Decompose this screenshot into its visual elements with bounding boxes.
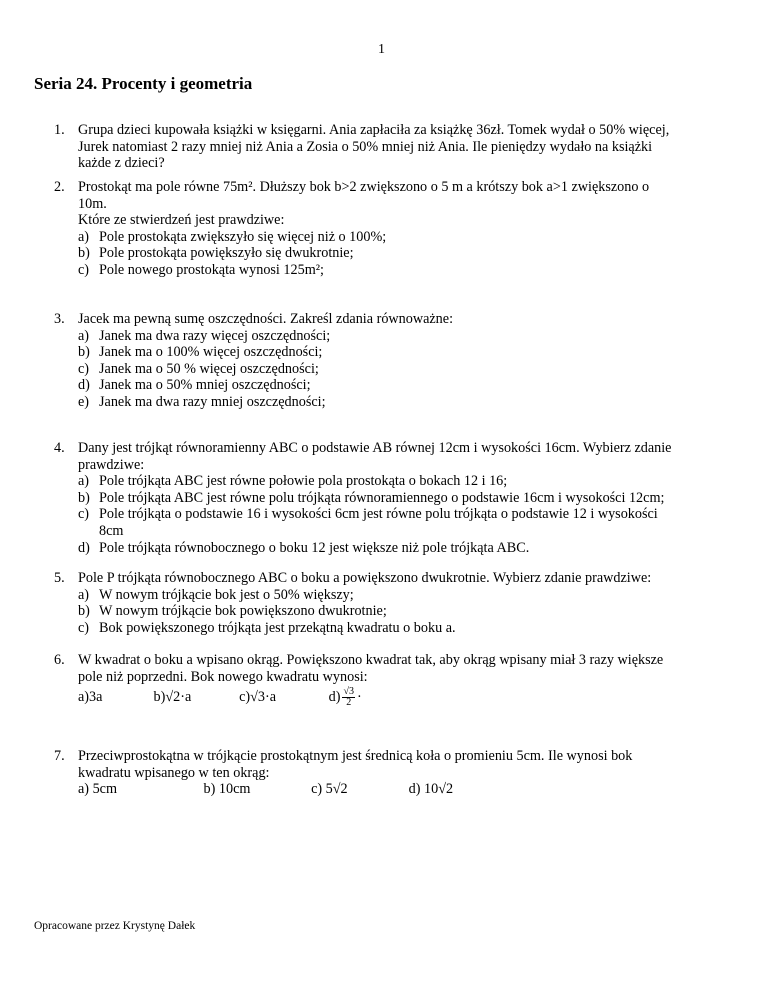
answer-option: c) 5√2 xyxy=(311,781,348,798)
answer-option: c) Pole trójkąta o podstawie 16 i wysokości 6cm jest równe polu trójkąta o podstawie 12 i wysokości xyxy=(78,506,658,523)
question-2 xyxy=(54,179,728,279)
question-text: Prostokąt ma pole równe 75m². Dłuższy bok b>2 zwiększono o 5 m a krótszy bok a>1 zwiększono o xyxy=(78,179,650,195)
question-number: 2. xyxy=(54,179,65,195)
answer-option: d) Pole trójkąta równobocznego o boku 12 jest większe niż pole trójkąta ABC. xyxy=(78,539,530,556)
question-1 xyxy=(54,122,728,172)
question-number: 3. xyxy=(54,311,65,327)
question-number: 4. xyxy=(54,440,65,456)
answer-option: c) Bok powiększonego trójkąta jest przekątną kwadratu o boku a. xyxy=(78,619,456,636)
page-number: 1 xyxy=(378,42,385,57)
answer-option: b) W nowym trójkącie bok powiększono dwukrotnie; xyxy=(78,603,387,620)
answer-option: d) Janek ma o 50% mniej oszczędności; xyxy=(78,377,311,394)
answer-option: b)√2·a xyxy=(153,688,192,705)
question-number: 7. xyxy=(54,748,65,764)
answer-options-row xyxy=(78,781,728,798)
question-text: Grupa dzieci kupowała książki w księgarni. Ania zapłaciła za książkę 36zł. Tomek wydał o 50% więcej, xyxy=(78,122,670,138)
answer-option: d) $\frac{√3}{2}$ · xyxy=(328,686,362,709)
question-text: W kwadrat o boku a wpisano okrąg. Powiększono kwadrat tak, aby okrąg wpisany miał 3 razy większe xyxy=(78,652,664,668)
question-number: 6. xyxy=(54,652,65,668)
question-text: Jurek natomiast 2 razy mniej niż Ania a Zosia o 50% mniej niż Ania. Ile pieniędzy wydało na książki xyxy=(78,138,653,155)
question-text: 10m. xyxy=(78,195,107,212)
question-text: Dany jest trójkąt równoramienny ABC o podstawie AB równej 12cm i wysokości 16cm. Wybierz zdanie xyxy=(78,440,672,456)
answer-option: c) Janek ma o 50 % więcej oszczędności; xyxy=(78,360,319,377)
answer-option: c) Pole nowego prostokąta wynosi 125m²; xyxy=(78,261,324,278)
question-text: prawdziwe: xyxy=(78,456,145,473)
question-text: Które ze stwierdzeń jest prawdziwe: xyxy=(78,212,285,229)
answer-option: c)√3·a xyxy=(239,688,277,705)
question-number: 1. xyxy=(54,122,65,138)
question-text: Jacek ma pewną sumę oszczędności. Zakreśl zdania równoważne: xyxy=(78,311,454,327)
page-title: Seria 24. Procenty i geometria xyxy=(34,74,253,93)
answer-options-row xyxy=(78,687,728,708)
question-text: kwadratu wpisanego w ten okrąg: xyxy=(78,764,270,781)
question-text: pole niż poprzedni. Bok nowego kwadratu wynosi: xyxy=(78,668,368,685)
question-number: 5. xyxy=(54,570,65,586)
answer-option: a) Pole prostokąta zwiększyło się więcej niż o 100%; xyxy=(78,228,387,245)
answer-option: a) 5cm xyxy=(78,781,117,798)
question-4 xyxy=(54,440,728,556)
fraction: $\frac{√3}{2}$ xyxy=(343,686,354,709)
answer-option: b) Pole trójkąta ABC jest równe polu trójkąta równoramiennego o podstawie 16cm i wysokości 12cm; xyxy=(78,489,665,506)
question-5 xyxy=(54,570,728,636)
answer-option: b) 10cm xyxy=(203,781,251,798)
question-text: każde z dzieci? xyxy=(78,155,165,172)
answer-option: a)3a xyxy=(78,688,103,705)
question-text: Pole P trójkąta równobocznego ABC o boku a powiększono dwukrotnie. Wybierz zdanie prawdziwe: xyxy=(78,570,652,586)
answer-option: a) Janek ma dwa razy więcej oszczędności; xyxy=(78,327,331,344)
question-text: Przeciwprostokątna w trójkącie prostokątnym jest średnicą koła o promieniu 5cm. Ile wynosi bok xyxy=(78,748,633,764)
answer-option: a) W nowym trójkącie bok jest o 50% większy; xyxy=(78,586,354,603)
answer-option: d) 10√2 xyxy=(408,781,454,798)
footer-author: Opracowane przez Krystynę Dałek xyxy=(34,920,196,932)
answer-option: b) Janek ma o 100% więcej oszczędności; xyxy=(78,344,323,361)
question-3 xyxy=(54,311,728,411)
question-6 xyxy=(54,652,728,708)
answer-option-continuation: 8cm xyxy=(99,522,124,539)
answer-option: b) Pole prostokąta powiększyło się dwukrotnie; xyxy=(78,245,354,262)
question-7 xyxy=(54,748,728,798)
answer-option: a) Pole trójkąta ABC jest równe połowie pola prostokąta o bokach 12 i 16; xyxy=(78,473,508,490)
answer-option: e) Janek ma dwa razy mniej oszczędności; xyxy=(78,393,326,410)
